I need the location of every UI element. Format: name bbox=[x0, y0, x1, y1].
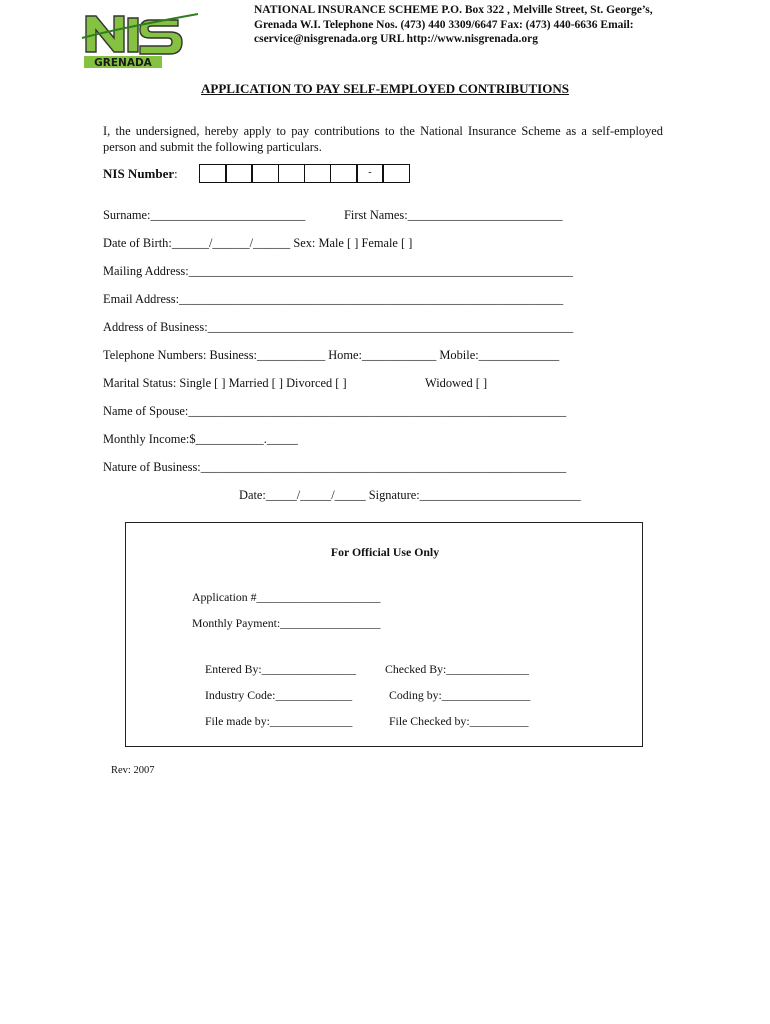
header-line-3: cservice@nisgrenada.org URL http://www.nisgrenada.org bbox=[254, 33, 539, 45]
nis-digit-box[interactable] bbox=[225, 164, 253, 183]
intro-statement: I, the undersigned, hereby apply to pay contributions to the National Insurance Scheme as a self-employed person and submit the following particulars. bbox=[103, 124, 663, 154]
monthly-income-field[interactable]: Monthly Income:$___________._____ bbox=[103, 432, 298, 446]
organization-header bbox=[254, 3, 766, 47]
widowed-checkbox[interactable]: Widowed [ ] bbox=[425, 376, 488, 390]
dob-sex-field[interactable]: Date of Birth:______/______/______ Sex: Male [ ] Female [ ] bbox=[103, 236, 413, 250]
first-names-field[interactable]: First Names:_________________________ bbox=[344, 208, 563, 222]
nature-of-business-field[interactable]: Nature of Business:___________________________________________________________ bbox=[103, 460, 567, 474]
nis-number-colon: : bbox=[174, 167, 178, 181]
coding-by-field[interactable]: Coding by:_______________ bbox=[389, 688, 531, 702]
header-line-1: NATIONAL INSURANCE SCHEME P.O. Box 322 , Melville Street, St. George’s, bbox=[254, 4, 653, 16]
marital-status-field[interactable]: Marital Status: Single [ ] Married [ ] Divorced [ ] bbox=[103, 376, 347, 390]
surname-field[interactable]: Surname:_________________________ bbox=[103, 208, 306, 222]
nis-digit-box[interactable] bbox=[251, 164, 279, 183]
file-made-by-field[interactable]: File made by:______________ bbox=[205, 714, 353, 728]
logo-caption: GRENADA bbox=[94, 57, 152, 69]
revision-note: Rev: 2007 bbox=[111, 765, 155, 776]
spouse-name-field[interactable]: Name of Spouse:_____________________________________________________________ bbox=[103, 404, 567, 418]
nis-digit-box[interactable] bbox=[278, 164, 306, 183]
nis-digit-box[interactable]: - bbox=[356, 164, 384, 183]
nis-grenada-logo bbox=[80, 8, 200, 70]
checked-by-field[interactable]: Checked By:______________ bbox=[385, 662, 529, 676]
monthly-payment-field[interactable]: Monthly Payment:_________________ bbox=[192, 616, 381, 630]
date-signature-field[interactable]: Date:_____/_____/_____ Signature:__________________________ bbox=[239, 488, 581, 502]
nis-number-label: NIS Number bbox=[103, 166, 175, 181]
nis-digit-box[interactable] bbox=[304, 164, 332, 183]
nis-number-boxes bbox=[199, 164, 410, 183]
official-use-title: For Official Use Only bbox=[330, 545, 440, 559]
file-checked-by-field[interactable]: File Checked by:__________ bbox=[389, 714, 529, 728]
nis-number-label-wrap bbox=[103, 166, 178, 182]
mailing-address-field[interactable]: Mailing Address:______________________________________________________________ bbox=[103, 264, 573, 278]
email-address-field[interactable]: Email Address:______________________________________________________________ bbox=[103, 292, 564, 306]
business-address-field[interactable]: Address of Business:___________________________________________________________ bbox=[103, 320, 574, 334]
application-number-field[interactable]: Application #_____________________ bbox=[192, 590, 381, 604]
header-line-2: Grenada W.I. Telephone Nos. (473) 440 3309/6647 Fax: (473) 440-6636 Email: bbox=[254, 18, 634, 31]
industry-code-field[interactable]: Industry Code:_____________ bbox=[205, 688, 353, 702]
nis-digit-box[interactable] bbox=[382, 164, 410, 183]
nis-digit-box[interactable] bbox=[199, 164, 227, 183]
nis-digit-box[interactable] bbox=[330, 164, 358, 183]
form-title: APPLICATION TO PAY SELF-EMPLOYED CONTRIBUTIONS bbox=[201, 81, 569, 96]
form-title-wrap bbox=[0, 81, 770, 97]
entered-by-field[interactable]: Entered By:________________ bbox=[205, 662, 357, 676]
telephone-numbers-field[interactable]: Telephone Numbers: Business:___________ Home:____________ Mobile:_____________ bbox=[103, 348, 560, 362]
